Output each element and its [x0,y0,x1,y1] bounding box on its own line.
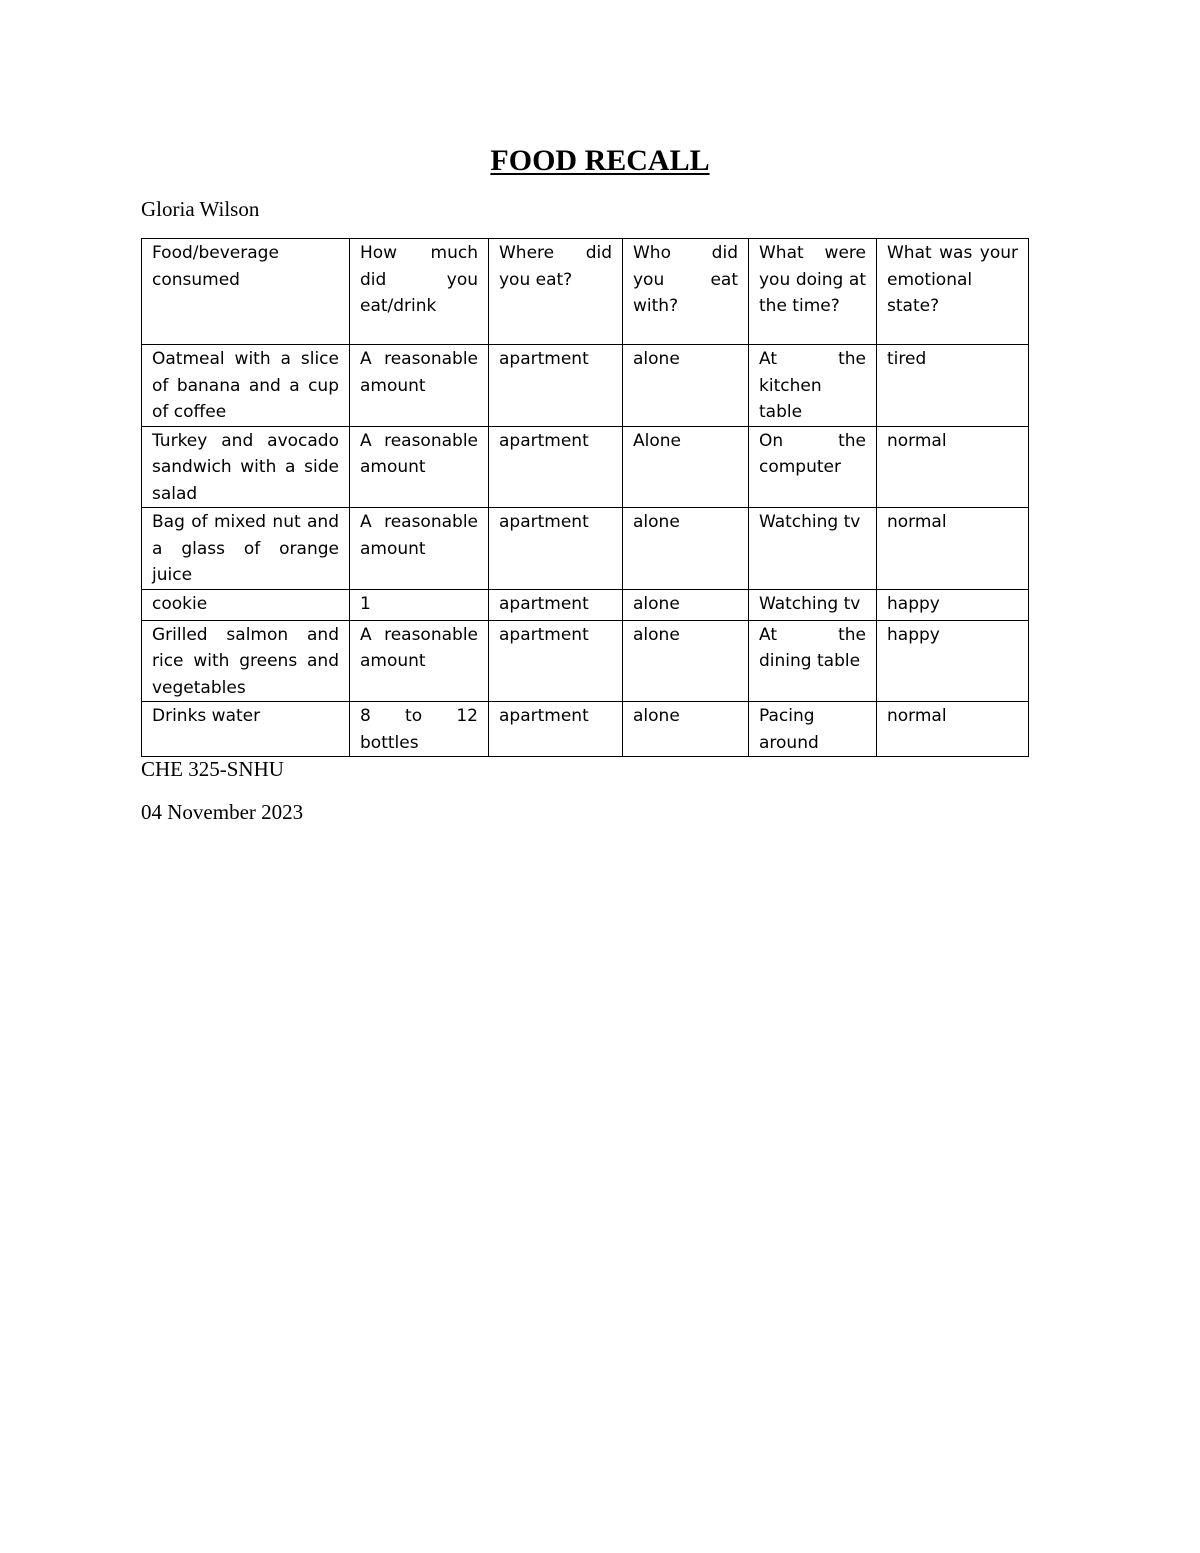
cell-food: Grilled salmon and rice with greens and vegetables [142,620,350,702]
header-activity: What were you doing at the time? [749,239,877,345]
table-row [142,620,1029,702]
cell-activity: Watching tv [749,589,877,620]
cell-company: alone [623,508,749,590]
table-row [142,589,1029,620]
cell-food: Drinks water [142,702,350,757]
cell-location: apartment [489,345,623,427]
cell-location: apartment [489,426,623,508]
food-recall-table [141,238,1029,757]
cell-activity: Watching tv [749,508,877,590]
cell-emotional-state: normal [877,426,1029,508]
cell-location: apartment [489,589,623,620]
cell-food: Bag of mixed nut and a glass of orange juice [142,508,350,590]
author-name: Gloria Wilson [141,197,260,221]
cell-company: alone [623,345,749,427]
table-row [142,508,1029,590]
document-title [0,141,1200,181]
cell-emotional-state: happy [877,620,1029,702]
cell-activity: On the computer [749,426,877,508]
table-row [142,345,1029,427]
cell-emotional-state: normal [877,702,1029,757]
cell-location: apartment [489,508,623,590]
cell-activity: Pacing around [749,702,877,757]
header-company: Who did you eat with? [623,239,749,345]
cell-amount: A reasonable amount [350,620,489,702]
header-emotional-state: What was your emotional state? [877,239,1029,345]
cell-amount: 1 [350,589,489,620]
cell-food: Oatmeal with a slice of banana and a cup of coffee [142,345,350,427]
cell-activity: At the dining table [749,620,877,702]
header-food-beverage: Food/beverage consumed [142,239,350,345]
course-code: CHE 325-SNHU [141,757,284,781]
cell-company: alone [623,589,749,620]
cell-amount: A reasonable amount [350,426,489,508]
cell-location: apartment [489,620,623,702]
cell-company: alone [623,620,749,702]
cell-food: Turkey and avocado sandwich with a side salad [142,426,350,508]
document-date: 04 November 2023 [141,800,304,824]
cell-location: apartment [489,702,623,757]
cell-emotional-state: happy [877,589,1029,620]
cell-amount: A reasonable amount [350,345,489,427]
header-location: Where did you eat? [489,239,623,345]
header-amount: How much did you eat/drink [350,239,489,345]
cell-food: cookie [142,589,350,620]
cell-amount: A reasonable amount [350,508,489,590]
table-row [142,426,1029,508]
document-title-text: FOOD RECALL [490,144,710,177]
cell-company: alone [623,702,749,757]
table-header-row [142,239,1029,345]
table-row [142,702,1029,757]
cell-emotional-state: normal [877,508,1029,590]
cell-amount: 8 to 12 bottles [350,702,489,757]
cell-company: Alone [623,426,749,508]
cell-activity: At the kitchen table [749,345,877,427]
cell-emotional-state: tired [877,345,1029,427]
